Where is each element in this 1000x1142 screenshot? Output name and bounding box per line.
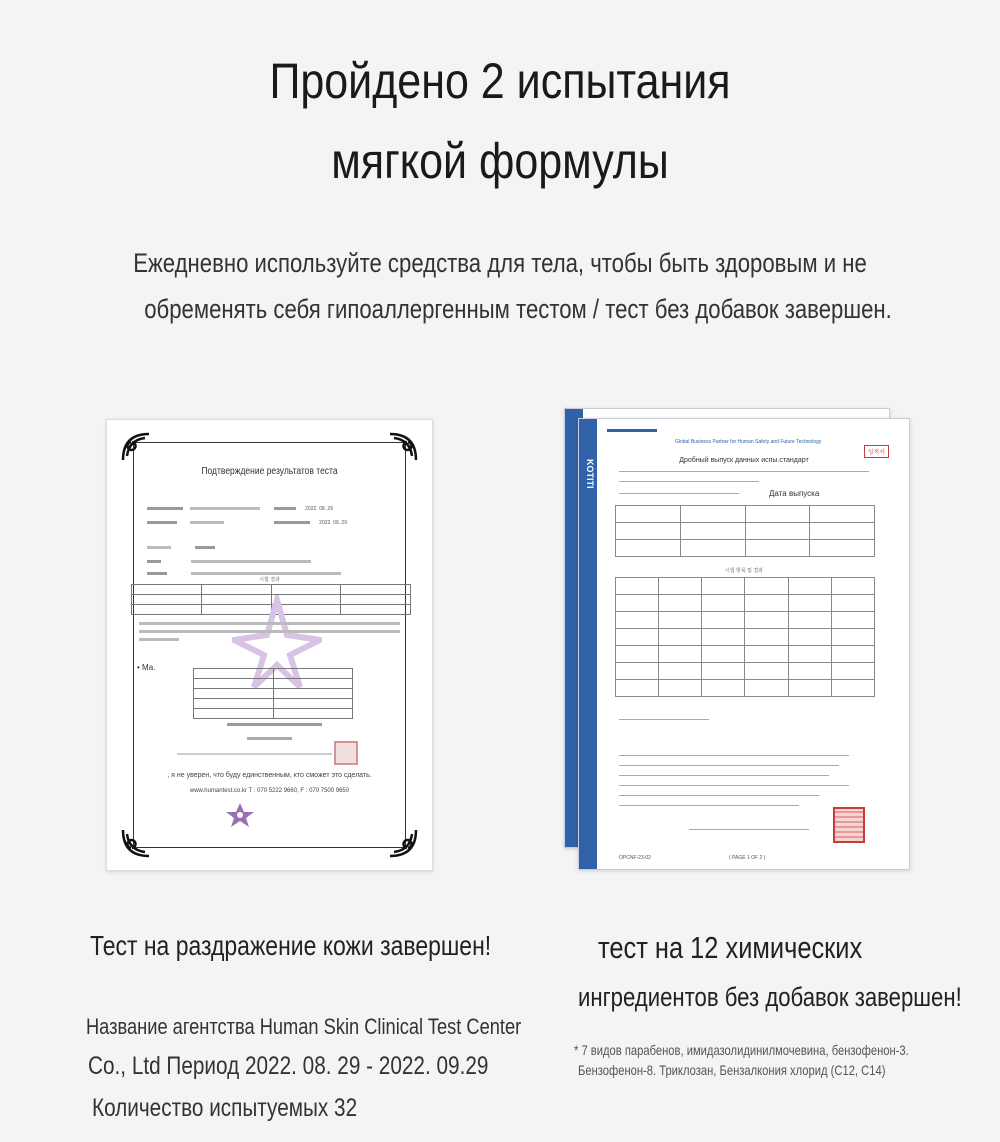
report-page-number: ( PAGE 1 OF 2 ) [729,855,766,861]
report-header-text: Global Business Partner for Human Safety and Future Technology [675,439,822,445]
report-line [619,755,849,756]
report-line [619,719,709,720]
corner-ornament-icon [388,828,418,858]
sample-info-table [615,505,875,557]
chemical-results-table [615,577,875,697]
flower-logo-icon [225,802,255,828]
cert-text-line [139,630,400,638]
corner-ornament-icon [388,432,418,462]
report-code: OPCNF-23-02 [619,855,651,861]
cert-info-row [147,562,392,570]
cert-info-row [147,536,392,544]
cert-info-row [147,506,392,514]
cert-text-line [177,753,332,761]
cert-text-line [139,638,400,646]
header-accent [607,429,657,432]
report-brand: KOTITI [585,459,595,489]
chemical-test-report [578,418,910,870]
cert-date-start: 2022. 08. 29 [305,506,333,512]
page-title-line2: мягкой формулы [331,133,669,189]
cert-text-line [227,723,322,731]
chemical-footnote-line1: * 7 видов парабенов, имидазолидинилмочевина, бензофенон-3. [574,1042,909,1058]
certificate-title: Подтверждение результатов теста [201,466,338,477]
skin-test-agency: Название агентства Human Skin Clinical Test Center [86,1014,522,1039]
report-line [619,493,739,494]
cert-info-row [147,520,392,528]
results-header: 시험 결과 [259,577,280,583]
score-table [193,668,353,719]
certificate-footer-contact: www.humantest.co.kr T : 070 5222 9660, F : 070 7500 9650 [189,788,350,794]
report-line [619,775,829,776]
subtitle-line1: Ежедневно используйте средства для тела, чтобы быть здоровым и не [133,248,867,278]
stamp-icon [333,740,359,766]
report-title: Дробный выпуск данных испы.стандарт [679,457,809,464]
certificate-footer-text: , я не уверен, что буду единственным, кто сможет это сделать. [167,772,372,779]
cert-info-row [147,550,392,558]
report-badge: 성적서 [864,445,889,458]
corner-ornament-icon [121,828,151,858]
skin-test-certificate [106,419,433,871]
chemical-test-caption-line2: ингредиентов без добавок завершен! [578,982,962,1012]
cert-text-line [139,622,400,630]
chemical-footnote-line2: Бензофенон-8. Триклозан, Бензалкония хлорид (С12, С14) [578,1062,886,1078]
issue-date-label: Дата выпуска [769,489,820,498]
skin-test-subjects: Количество испытуемых 32 [92,1094,358,1122]
cert-date-end: 2022. 09. 29 [319,520,347,526]
report-signature-line [689,829,809,830]
report-line [619,765,839,766]
page-title-line1: Пройдено 2 испытания [269,53,731,109]
report-line [619,785,849,786]
report-line [619,471,869,472]
report-line [619,805,799,806]
cert-signature [247,737,292,745]
corner-ornament-icon [121,432,151,462]
skin-test-period: Co., Ltd Период 2022. 08. 29 - 2022. 09.29 [88,1052,489,1080]
chemical-test-caption-line1: тест на 12 химических [598,930,863,965]
report-line [619,481,759,482]
skin-test-caption: Тест на раздражение кожи завершен! [90,930,492,961]
cert-mark: • Ма. [137,663,156,672]
report-line [619,795,819,796]
official-stamp-icon [833,807,865,843]
subtitle-line2: обременять себя гипоаллергенным тестом / тест без добавок завершен. [144,294,892,324]
results-header: 시험 항목 및 결과 [725,568,763,574]
